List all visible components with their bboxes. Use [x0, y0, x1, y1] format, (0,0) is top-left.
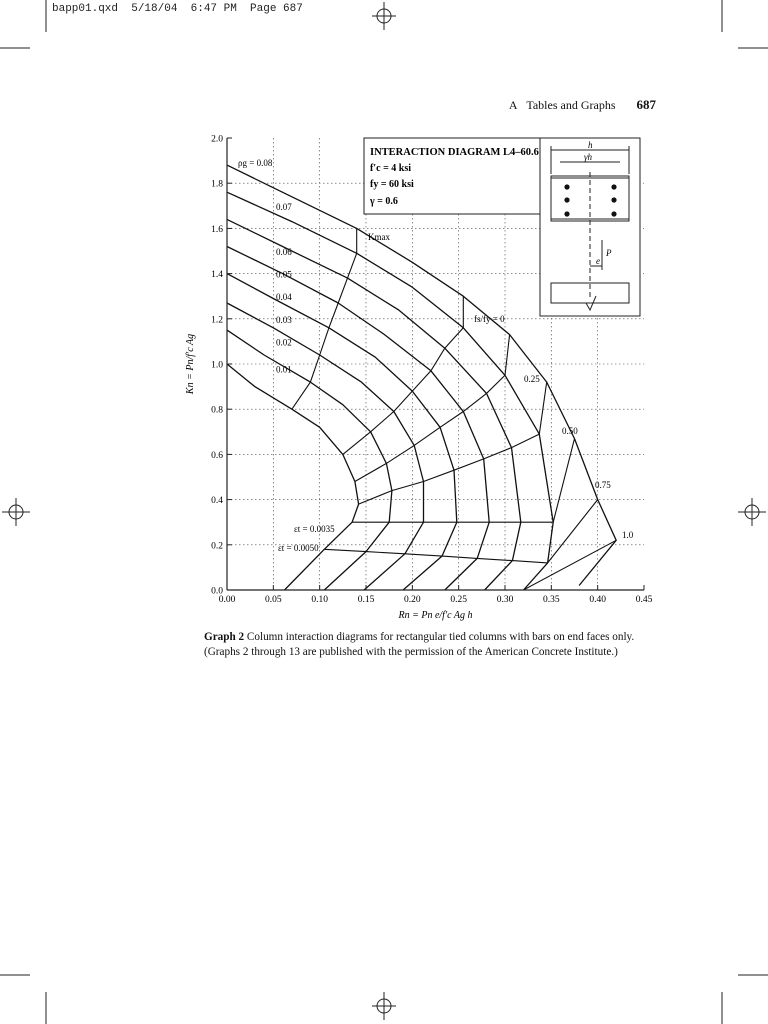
- label-kmax: Kmax: [368, 232, 390, 242]
- label-rho-2: 0.06: [276, 247, 292, 257]
- y-tick-label: 1.6: [211, 224, 223, 235]
- label-fs-0: fs/fy = 0: [474, 314, 505, 324]
- label-rho-6: 0.02: [276, 337, 292, 348]
- x-tick-label: 0.10: [311, 595, 328, 605]
- fs-0-line: [343, 296, 464, 454]
- y-axis-label: Kn = Pn/f′c Ag: [185, 333, 196, 395]
- label-fs-050: 0.50: [562, 426, 578, 436]
- x-tick-label: 0.20: [404, 595, 421, 605]
- label-rho-7: 0.01: [276, 364, 292, 375]
- y-tick-label: 1.8: [211, 179, 223, 190]
- param-fy: fy = 60 ksi: [370, 179, 414, 190]
- fs-075-line: [352, 439, 574, 523]
- x-tick-label: 0.45: [635, 595, 653, 605]
- legend-box: [364, 138, 540, 214]
- y-tick-label: 0.0: [211, 586, 223, 597]
- y-tick-label: 1.2: [211, 315, 223, 326]
- label-rho-008: ρg = 0.08: [238, 158, 273, 168]
- param-fc: f′c = 4 ksi: [370, 163, 412, 174]
- page-number: 687: [636, 97, 656, 112]
- curve-rho-0.01: [227, 364, 359, 590]
- curve-rho-0.06: [227, 219, 521, 590]
- param-gamma: γ = 0.6: [370, 196, 398, 207]
- column-section-diagram: [540, 138, 640, 316]
- x-tick-label: 0.05: [265, 595, 282, 605]
- label-rho-5: 0.03: [276, 314, 292, 325]
- ecc-e-label: e: [596, 256, 600, 266]
- dim-h-label: h: [588, 140, 593, 150]
- caption-label: Graph 2: [204, 631, 245, 643]
- y-tick-label: 2.0: [211, 134, 223, 145]
- label-rho-4: 0.04: [276, 292, 292, 303]
- label-fs-10: 1.0: [622, 530, 634, 540]
- label-fs-025: 0.25: [524, 374, 540, 384]
- x-tick-label: 0.25: [450, 595, 467, 605]
- section-title: Tables and Graphs: [526, 98, 616, 112]
- y-tick-label: 1.0: [211, 360, 223, 371]
- fs-050-line: [359, 382, 547, 504]
- y-tick-label: 0.8: [211, 405, 223, 416]
- label-strain-0035: εt = 0.0035: [294, 524, 335, 534]
- y-tick-label: 0.6: [211, 450, 223, 461]
- y-tick-label: 1.4: [211, 270, 223, 281]
- label-strain-0050: εt = 0.0050: [278, 543, 319, 553]
- label-rho-1: 0.07: [276, 201, 292, 212]
- dim-gammah-label: γh: [584, 152, 593, 162]
- figure-caption: [204, 630, 664, 660]
- load-pn-label: P: [606, 248, 612, 258]
- chart-title: INTERACTION DIAGRAM L4–60.6: [370, 147, 539, 158]
- x-tick-label: 0.00: [218, 595, 236, 605]
- caption-line-1: Column interaction diagrams for rectangular tied columns with bars on end faces only.: [246, 631, 635, 643]
- y-tick-label: 0.2: [211, 541, 223, 552]
- x-axis-label: Rn = Pn e/f′c Ag h: [398, 610, 473, 621]
- curve-rho-0.03: [227, 303, 424, 590]
- caption-line-2: (Graphs 2 through 13 are published with the permission of the American Concrete Institute.): [204, 646, 618, 658]
- print-slug: bapp01.qxd 5/18/04 6:47 PM Page 687: [52, 3, 303, 15]
- y-tick-label: 0.4: [211, 496, 223, 507]
- label-fs-075: 0.75: [595, 480, 611, 490]
- x-tick-label: 0.40: [589, 595, 606, 605]
- x-tick-label: 0.35: [543, 595, 560, 605]
- label-rho-3: 0.05: [276, 269, 292, 280]
- strain-0050-line: [285, 540, 617, 590]
- x-tick-label: 0.15: [357, 595, 375, 605]
- fs-025-line: [355, 335, 510, 482]
- registration-mark-bottom: [372, 992, 396, 1020]
- x-tick-label: 0.30: [496, 595, 514, 605]
- appendix-letter: A: [508, 98, 518, 112]
